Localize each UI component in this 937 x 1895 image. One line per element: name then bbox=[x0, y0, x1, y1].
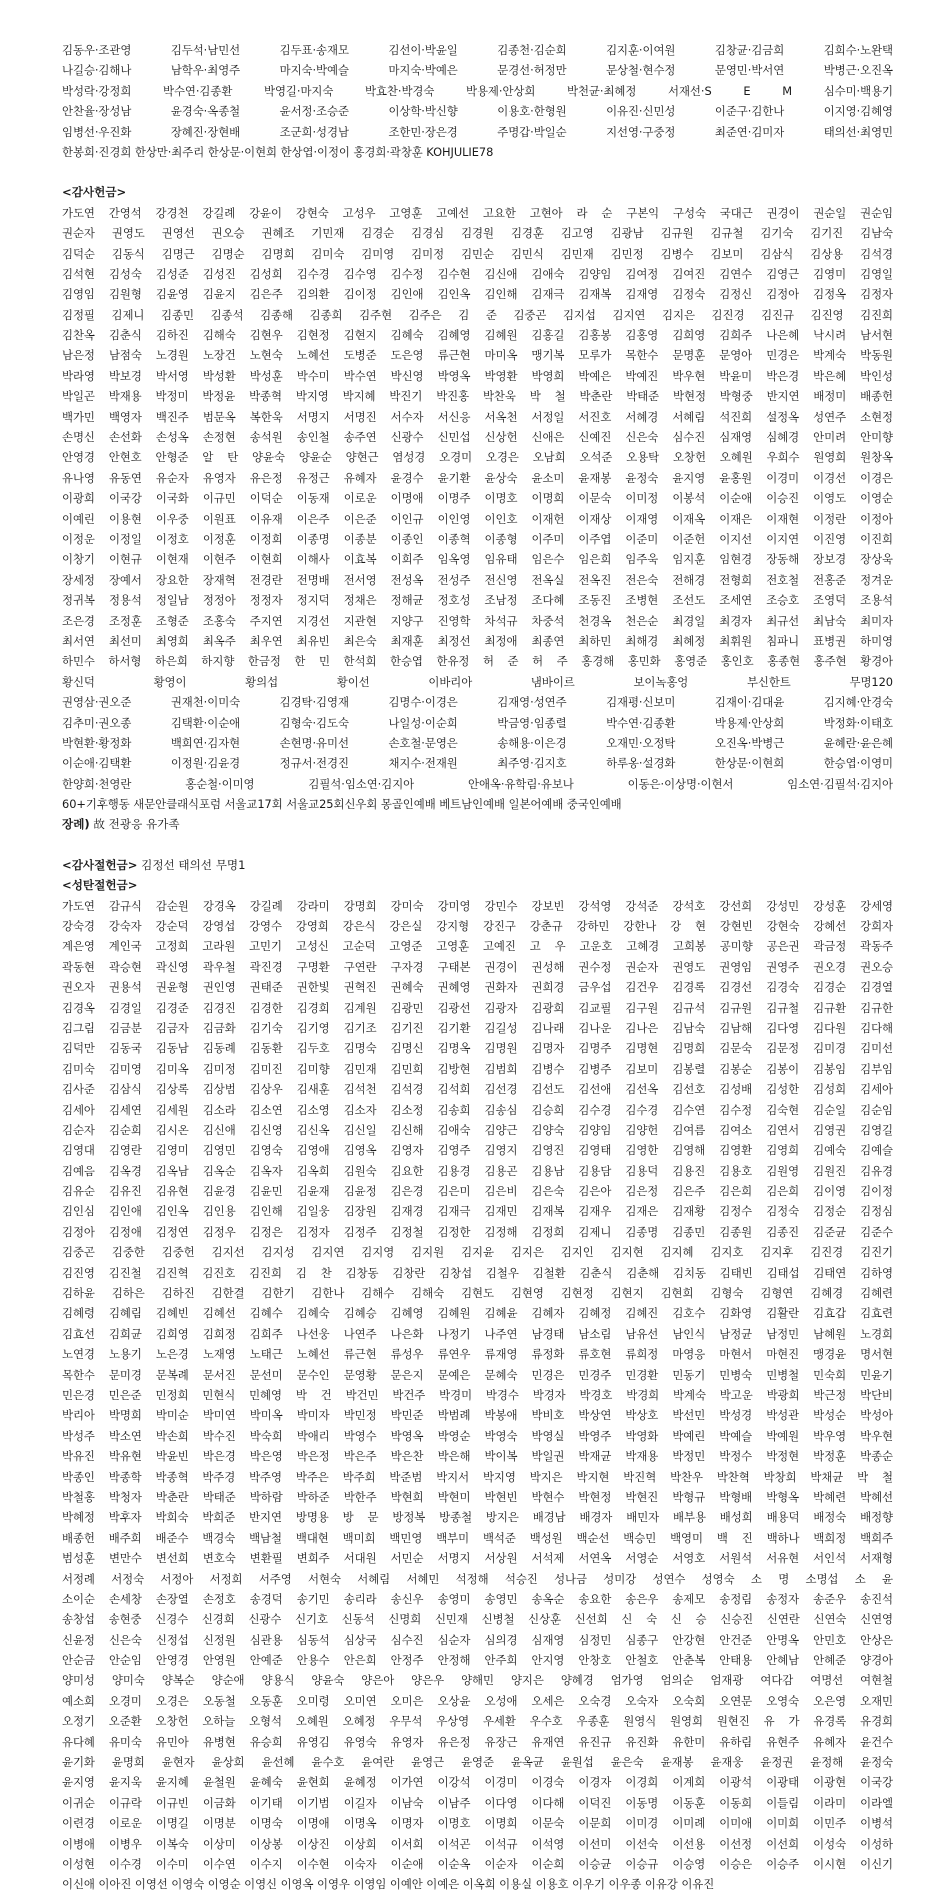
harvest-offering-names: 김정선 태의선 무명1 bbox=[141, 857, 246, 872]
section-title: <감사헌금> bbox=[62, 185, 127, 200]
name-line: 계은영 계인국 고정희 고라원 고민기 고성신 고순덕 고영준 고영훈 고예진 고 우 고운호 고혜경 고희봉 공미향 공은권 곽금정 곽동주 bbox=[62, 939, 893, 954]
name-line: 신윤정 신은숙 신정섭 신정원 심관용 심동석 심상국 심수진 심순자 심의경 심재영 심정민 심종구 안강현 안건준 안명옥 안민호 안상은 bbox=[62, 1632, 893, 1647]
name-line: 김효선 김희균 김희영 김희정 김희주 나선웅 나연주 나은화 나정기 나주연 남경태 남소림 남유선 남인식 남정균 남정민 남혜원 노경희 bbox=[62, 1326, 893, 1341]
name-line: 김덕만 김동국 김동남 김동례 김동환 김두호 김명숙 김명신 김명옥 김명원 김명자 김명주 김명현 김명희 김문숙 김문정 김미경 김미선 bbox=[62, 1041, 893, 1056]
name-line: 목한수 문미경 문복례 문서진 문선미 문수인 문영황 문은지 문예은 문혜숙 민경은 민경주 민경환 민동기 민병숙 민병철 민숙희 민윤기 bbox=[62, 1367, 893, 1382]
spacer bbox=[62, 835, 893, 855]
name-line: 박라영 박보경 박서영 박성환 박성훈 박수미 박수연 박신영 박영옥 박영환 박영희 박예은 박예진 박우현 박윤미 박은경 박은혜 박인성 bbox=[62, 368, 893, 383]
section-thanksgiving-offering-title bbox=[62, 182, 893, 202]
name-line: 김추미·권오종 김택환·이순애 김형숙·김도숙 나일성·이순희 박금영·임종렬 박수연·김종환 박용제·안상희 박정화·이태호 bbox=[62, 715, 893, 730]
spacer bbox=[62, 162, 893, 182]
name-line: 이신애 이아진 이영선 이영숙 이영순 이영신 이영옥 이영우 이영임 이예안 이예은 이옥희 이용실 이용호 이우기 이우종 이유강 이유진 bbox=[62, 1877, 715, 1892]
name-line: 60+기후행동 새문안클래식포럼 서울교17회 서울교25회신우회 몽골인예배 베트남인예배 일본어예배 중국인예배 bbox=[62, 797, 622, 812]
name-line: 강숙경 강숙자 강순덕 강영섭 강영수 강영희 강은식 강은실 강지형 강진구 강춘규 강하민 강한나 강 현 강현빈 강현숙 강혜선 강희자 bbox=[62, 919, 893, 934]
name-line: 이귀순 이규락 이규빈 이금화 이기태 이기범 이길자 이남숙 이남주 이다영 이다해 이덕진 이동명 이동훈 이동희 이들림 이라미 이라엘 bbox=[62, 1795, 893, 1810]
name-line: 이창기 이현규 이현재 이현주 이현희 이해사 이효복 이희주 임옥영 임유태 임은수 임은희 임주욱 임지훈 임현경 장동해 장보경 장상욱 bbox=[62, 552, 893, 567]
name-line: 황신덕 황영이 황의섭 황이선 이바리아 냄바이르 보이녹홍엉 부신한트 무명120 bbox=[62, 674, 893, 689]
name-line: 박리아 박명희 박미순 박미연 박미옥 박미자 박민정 박민준 박범례 박봉애 박비호 박상연 박상호 박선민 박성경 박성관 박성순 박성아 bbox=[62, 1408, 893, 1423]
name-line: 김혜령 김혜림 김혜빈 김혜선 김혜수 김혜숙 김혜승 김혜영 김혜원 김혜윤 김혜자 김혜정 김혜진 김호수 김화영 김활란 김효갑 김효련 bbox=[62, 1306, 893, 1321]
name-line: 안찬율·장성남 윤경숙·옥종철 윤서정·조승준 이상학·박신향 이용호·한형원 이유진·신민성 이준구·김한나 이지영·김혜영 bbox=[62, 104, 893, 119]
name-line: 유다혜 유미숙 유민아 유병현 유승희 유영김 유영숙 유영자 유은정 유장근 유재연 유진규 유진화 유한미 유하림 유현주 유혜자 윤건수 bbox=[62, 1734, 893, 1749]
name-line: 한봉희·진경희 한상만·최주리 한상문·이현희 한상엽·이정이 홍경희·곽창훈 KOHJULIE78 bbox=[62, 144, 494, 159]
name-line: 김순자 김순희 김시온 김신애 김신영 김신옥 김신일 김신해 김애숙 김양근 김양숙 김양임 김양헌 김여름 김여소 김연서 김영권 김영길 bbox=[62, 1122, 893, 1137]
name-line: 박철홍 박청자 박춘란 박태준 박하람 박하준 박한주 박현희 박현미 박현빈 박현수 박현정 박현진 박형규 박형배 박형옥 박혜련 박혜선 bbox=[62, 1489, 893, 1504]
christmas-offering-list bbox=[62, 896, 893, 1895]
name-line: 김영대 김영란 김영미 김영민 김영숙 김영애 김영옥 김영자 김영주 김영지 김영진 김영태 김영한 김영해 김영환 김영희 김예숙 김예슬 bbox=[62, 1143, 893, 1158]
name-line: 김인심 김인애 김인옥 김인용 김인해 김일웅 김장원 김재경 김재극 김재민 김재복 김재우 김재은 김재황 김정수 김정숙 김정순 김정심 bbox=[62, 1204, 893, 1219]
name-line: 이광희 이국강 이국화 이규민 이덕순 이동재 이로운 이명애 이명주 이명호 이명희 이문숙 이미정 이봉석 이순애 이승진 이영도 이영순 bbox=[62, 491, 893, 506]
name-line: 김유순 김유진 김유현 김윤경 김윤민 김윤재 김윤정 김은경 김은미 김은비 김은숙 김은아 김은정 김은주 김은희 김은희 김이영 김이정 bbox=[62, 1184, 893, 1199]
name-line: 나길승·김해나 남학우·최영주 마지숙·박예슬 마지숙·박예은 문경선·허정만 문상철·현수정 문영민·박서연 박병근·오진옥 bbox=[62, 63, 893, 78]
section-title: <감사절헌금> bbox=[62, 857, 138, 872]
name-line: 백가민 백영자 백진주 범문옥 복한욱 서명지 서명진 서수자 서신응 서옥천 서정일 서진호 서혜경 서혜림 석진희 설정옥 성연주 소현정 bbox=[62, 409, 893, 424]
name-line: 김진영 김진철 김진혁 김진호 김진희 김 찬 김창동 김창란 김창섭 김철우 김철환 김춘식 김춘해 김치동 김태빈 김태섭 김태연 김하영 bbox=[62, 1265, 893, 1280]
funeral-note-text: 故 전광응 유가족 bbox=[93, 817, 180, 832]
name-line: 박성락·강정희 박수연·김종환 박영길·마지숙 박효찬·박경숙 박용제·안상희 박천균·최혜정 서재선·S E M 심수미·백용기 bbox=[62, 83, 893, 98]
name-line: 김예음 김옥경 김옥남 김옥순 김옥자 김옥희 김원숙 김요한 김용경 김용곤 김용남 김용담 김용덕 김용진 김용호 김원영 김원진 김유경 bbox=[62, 1163, 893, 1178]
name-line: 범성훈 변만수 변선희 변호숙 변환필 변희주 서대원 서민순 서명지 서상원 서석제 서연옥 서영순 서영호 서원석 서유현 서인석 서재형 bbox=[62, 1551, 893, 1566]
name-line: 권오자 권용석 권윤형 권인영 권태준 권한빛 권혁진 권혜숙 권혜영 권화자 권희경 금우섭 김건우 김경록 김경선 김경숙 김경순 김경열 bbox=[62, 980, 893, 995]
section-title: <성탄절헌금> bbox=[62, 878, 138, 893]
name-line: 조은경 조정훈 조형준 조홍숙 주지연 지경선 지관현 지양구 진영학 차석규 차중석 천경옥 천은순 최경일 최경자 최규선 최남숙 최미자 bbox=[62, 613, 893, 628]
name-line: 박일곤 박재용 박정미 박정윤 박종혁 박지영 박지혜 박진기 박진홍 박찬욱 박 철 박춘란 박태준 박현정 박형중 반지연 배정미 배종헌 bbox=[62, 389, 893, 404]
name-line: 이예린 이용현 이우중 이원표 이유재 이은주 이은준 이인규 이인영 이인호 이재헌 이재상 이재영 이재옥 이재은 이재현 이정란 이정아 bbox=[62, 511, 893, 526]
name-line: 배종헌 배주희 배준수 백경숙 백남철 백대현 백미희 백민영 백부미 백석준 백성원 백순선 백승민 백영미 백 진 백하나 백희정 백희주 bbox=[62, 1530, 893, 1545]
name-line: 소이순 손세창 손장열 손정호 송경덕 송기민 송리라 송신우 송영미 송영민 송옥순 송요한 송은우 송제모 송정림 송정자 송준우 송진석 bbox=[62, 1591, 893, 1606]
name-line: 박유진 박유현 박윤빈 박은경 박은영 박은정 박은주 박은찬 박은해 박이복 박일권 박재균 박재용 박정민 박정수 박정현 박정훈 박종순 bbox=[62, 1449, 893, 1464]
name-line: 김덕순 김동식 김명근 김명순 김명희 김미숙 김미영 김미정 김민순 김민식 김민재 김민정 김병수 김보미 김삼식 김상용 김석경 bbox=[62, 246, 893, 261]
name-line: 오정기 오준환 오창헌 오하늘 오형석 오혜원 오혜정 우무석 우상영 우세환 우수호 우종훈 원영식 원영희 원현진 유 가 유경록 유경희 bbox=[62, 1714, 893, 1729]
name-line: 서정례 서정숙 서정아 서정희 서주영 서현숙 서혜림 서혜민 석정해 석승진 성나금 성미강 성연수 성영숙 소 명 소명섭 소 윤 bbox=[62, 1571, 893, 1586]
name-line: 민은경 민은준 민정희 민현식 민혜영 박 건 박건민 박건주 박경미 박경수 박경자 박경호 박경희 박계숙 박고운 박광희 박근정 박단비 bbox=[62, 1388, 893, 1402]
name-line: 가도연 간영석 강경천 강길례 강윤이 강현숙 고성우 고영훈 고예선 고요한 고현아 라 순 구본익 구성숙 국대근 권경이 권순일 권순임 bbox=[62, 205, 893, 220]
intro-couples-list bbox=[62, 40, 893, 162]
name-line: 김하윤 김하은 김하진 김한결 김한기 김한나 김해수 김해숙 김현도 김현영 김현정 김현지 김현희 김형숙 김형연 김혜경 김혜련 bbox=[62, 1286, 893, 1301]
name-line: 김석현 김성숙 김성준 김성진 김성희 김수경 김수영 김수정 김수현 김신애 김애숙 김양임 김여정 김여진 김연수 김영근 김영미 김영일 bbox=[62, 266, 893, 281]
name-line: 김정필 김제니 김종민 김종석 김종해 김종희 김주현 김주은 김 준 김중곤 김지섭 김지연 김지은 김진경 김진규 김진영 김진희 bbox=[62, 307, 893, 322]
name-line: 박종인 박종학 박종혁 박주경 박주영 박주은 박주희 박준범 박지서 박지영 박지은 박지현 박진혁 박찬우 박찬혁 박창희 박채균 박 철 bbox=[62, 1469, 893, 1484]
name-line: 안순금 안순임 안영경 안영원 안예준 안용수 안은희 안정주 안정해 안주희 안지영 안창호 안철호 안춘복 안태용 안혜남 안혜준 양경아 bbox=[62, 1653, 893, 1668]
name-line: 박현환·황정화 백희연·김자현 손현명·유미선 손호철·문영은 송해용·이은경 오재민·오정탁 오진옥·박병근 윤혜란·윤은혜 bbox=[62, 735, 893, 750]
name-line: 손명신 손선화 손성옥 손정현 송석원 송인철 송주연 신광수 신민섭 신상헌 신애은 신예진 신은숙 심수진 심재영 심혜경 안미려 안미향 bbox=[62, 430, 893, 445]
name-line: 권영삼·권오준 권재천·이미숙 김경탁·김영재 김명수·이경은 김재영·성연주 김재평·신보미 김재이·김대윤 김지혜·안경숙 bbox=[62, 695, 893, 710]
name-line: 안영경 안현호 안형준 알 탄 양윤숙 양윤순 양현근 염성경 오경미 오경은 오남희 오석준 오용탁 오창헌 오혜원 우희수 원영희 원창옥 bbox=[62, 450, 893, 465]
section-christmas-offering-title bbox=[62, 875, 893, 895]
name-line: 박성주 박소연 박손희 박수진 박숙희 박애리 박영수 박영옥 박영순 박영숙 박영실 박영주 박영화 박예린 박예슬 박예원 박우영 박우현 bbox=[62, 1428, 893, 1443]
name-line: 김미숙 김미영 김미옥 김미정 김미진 김미향 김민재 김민희 김방현 김범희 김병수 김병주 김보미 김봉렬 김봉순 김봉이 김봉임 김부임 bbox=[62, 1061, 893, 1076]
name-line: 이정운 이정일 이정호 이정훈 이정희 이종명 이종분 이종인 이종혁 이종형 이주미 이주엽 이준미 이준헌 이지선 이지연 이진영 이진희 bbox=[62, 531, 893, 546]
name-line: 한양희·천영란 홍순철·이미영 김필석·임소연·김지아 안애옥·유학림·유보나 이동은·이상명·이현서 임소연·김필석·김지아 bbox=[62, 776, 893, 791]
name-line: 송창섭 송현중 신경수 신경희 신광수 신기호 신동석 신명희 신민재 신병철 신상훈 신선희 신 숙 신 승 신승진 신연란 신연숙 신연영 bbox=[62, 1612, 893, 1627]
name-line: 김동우·조관영 김두석·남민선 김두표·송재모 김선이·박윤일 김종천·김순희 김지훈·이여원 김창균·김금희 김희수·노완택 bbox=[62, 43, 893, 57]
name-line: 장세정 장예서 장요한 장재혁 전경란 전명배 전서영 전성옥 전성주 전신영 전옥실 전옥진 전은숙 전해경 전형희 전호철 전홍준 정겨운 bbox=[62, 572, 893, 587]
name-line: 임병선·우진화 장혜진·장현배 조군희·성경남 조한민·장은경 주명갑·박일순 지선영·구중정 최준연·김미자 태의선·최영민 bbox=[62, 124, 893, 139]
funeral-note-label: 장례) bbox=[62, 817, 90, 832]
name-line: 김경옥 김경일 김경준 김경진 김경한 김경희 김계원 김광민 김광선 김광자 김광희 김교필 김구원 김규석 김규원 김규철 김규환 김규한 bbox=[62, 1000, 893, 1015]
name-line: 김영임 김원형 김윤영 김윤지 김은주 김의환 김이정 김인애 김인옥 김인해 김재극 김재복 김재영 김정숙 김정신 김정아 김정옥 김정자 bbox=[62, 287, 893, 302]
name-line: 김중곤 김중한 김중헌 김지선 김지성 김지연 김지영 김지원 김지윤 김지은 김지인 김지현 김지혜 김지호 김지후 김진경 김진기 bbox=[62, 1245, 893, 1260]
name-line: 김정아 김정애 김정연 김정우 김정은 김정자 김정주 김정철 김정한 김정해 김정희 김제니 김종명 김종민 김종원 김종진 김준균 김준수 bbox=[62, 1224, 893, 1239]
name-line: 이순애·김택환 이정원·김윤경 정규서·전경진 채지수·전재원 최주영·김지호 하루옹·설경화 한상문·이현희 한승엽·이영미 bbox=[62, 756, 893, 771]
name-line: 김세아 김세연 김세원 김소라 김소연 김소영 김소자 김소정 김송희 김송심 김승희 김수경 김수경 김수연 김수정 김숙현 김순일 김순임 bbox=[62, 1102, 893, 1117]
name-line: 양미성 양미숙 양복순 양순애 양용식 양윤숙 양은아 양은우 양해민 양지은 양혜경 엄가영 엄의순 엄재광 여다감 여명선 여현철 bbox=[62, 1673, 893, 1688]
name-line: 윤기화 윤명희 윤현자 윤상희 윤선혜 윤수호 윤여란 윤영근 윤영준 윤옥균 윤원섭 윤은숙 윤재봉 윤재웅 윤정권 윤정해 윤정숙 bbox=[62, 1755, 893, 1770]
section-harvest-offering bbox=[62, 855, 893, 875]
name-line: 최서연 최선미 최영희 최옥주 최우연 최유빈 최은숙 최재훈 최정선 최정애 최종연 최하민 최해경 최혜정 최휘원 침파니 표병권 하미영 bbox=[62, 633, 893, 648]
name-line: 이성현 이수경 이수미 이수연 이수지 이수현 이숙자 이순애 이순옥 이순자 이순희 이승균 이승규 이승영 이승은 이승주 이시현 이신기 bbox=[62, 1856, 893, 1871]
name-line: 권순자 권영도 권영선 권오승 권혜조 기민재 김경순 김경심 김경원 김경훈 김고영 김광남 김규원 김규철 김기숙 김기진 김남숙 bbox=[62, 226, 893, 241]
name-line: 유나영 유동연 유순자 유영자 유은정 유정근 유혜자 윤경수 윤기환 윤상숙 윤소미 윤재봉 윤정숙 윤지영 윤홍원 이경미 이경선 이경은 bbox=[62, 470, 893, 485]
funeral-note bbox=[62, 814, 893, 834]
name-line: 김찬옥 김춘식 김하진 김해숙 김현우 김현정 김현지 김혜숙 김혜영 김혜원 김홍길 김홍봉 김홍영 김희영 김희주 나은혜 낙시려 남서현 bbox=[62, 328, 893, 343]
thanksgiving-offering-list bbox=[62, 203, 893, 815]
name-line: 하민수 하서형 하은희 하지향 한금정 한 민 한석희 한승엽 한유정 허 준 허 주 홍경해 홍민화 홍영준 홍인호 홍종현 홍주현 황경아 bbox=[62, 654, 893, 669]
name-line: 가도연 감규식 감순원 강경옥 강길례 강라미 강명희 강미숙 강미영 강민수 강보빈 강석영 강석준 강석호 강선희 강성민 강성훈 강세영 bbox=[62, 898, 893, 913]
name-line: 곽동현 곽승현 곽신영 곽우철 곽진경 구명환 구연란 구자경 구태본 권경이 권성해 권수정 권순자 권영도 권영임 권영주 권오경 권오승 bbox=[62, 959, 893, 974]
name-line: 윤지영 윤지욱 윤지혜 윤철원 윤혜숙 윤현희 윤혜정 이가연 이강석 이경미 이경숙 이경자 이경희 이계희 이광석 이광태 이광현 이국강 bbox=[62, 1775, 893, 1790]
name-line: 정귀복 정용석 정일남 정정아 정정자 정지덕 정채은 정해균 정호성 조남정 조다혜 조동진 조병현 조선도 조세연 조승호 조영덕 조용석 bbox=[62, 593, 893, 608]
name-line: 김사준 김삼식 김상록 김상범 김상우 김새훈 김석천 김석경 김석희 김선경 김선도 김선애 김선옥 김선호 김성배 김성한 김성희 김세아 bbox=[62, 1082, 893, 1097]
name-line: 김그림 김금분 김금자 김금화 김기숙 김기영 김기조 김기진 김기환 김길성 김나래 김나운 김나은 김남숙 김남해 김다영 김다원 김다해 bbox=[62, 1020, 893, 1035]
name-line: 이병애 이병우 이복숙 이상미 이상봉 이상진 이상희 이서희 이석곤 이석규 이석영 이선미 이선숙 이선용 이선정 이선희 이성숙 이성하 bbox=[62, 1836, 893, 1851]
name-line: 노연경 노용기 노은경 노재영 노태근 노혜선 류근현 류성우 류연우 류재영 류정화 류호현 류희정 마영응 마현서 마현진 맹경윤 명서현 bbox=[62, 1347, 893, 1362]
name-line: 이련경 이로운 이명길 이명분 이명숙 이명애 이명옥 이명자 이명호 이명희 이문숙 이문희 이미경 이미례 이미애 이미희 이민주 이병석 bbox=[62, 1816, 893, 1831]
name-line: 남은정 남점숙 노경원 노장건 노현숙 노혜선 도병준 도은영 류근현 마미옥 맹기복 모루가 목한수 문명훈 문영아 민경은 박계숙 박동원 bbox=[62, 348, 893, 363]
name-line: 박혜정 박후자 박희숙 박희준 반지연 방명용 방 문 방정복 방종철 방지은 배경남 배경자 배민자 배부용 배성희 배용덕 배정숙 배정향 bbox=[62, 1510, 893, 1525]
name-line: 예소희 오경미 오경은 오동철 오동훈 오미령 오미연 오미은 오상윤 오성애 오세은 오숙경 오숙자 오숙희 오연문 오영숙 오은영 오재민 bbox=[62, 1693, 893, 1708]
